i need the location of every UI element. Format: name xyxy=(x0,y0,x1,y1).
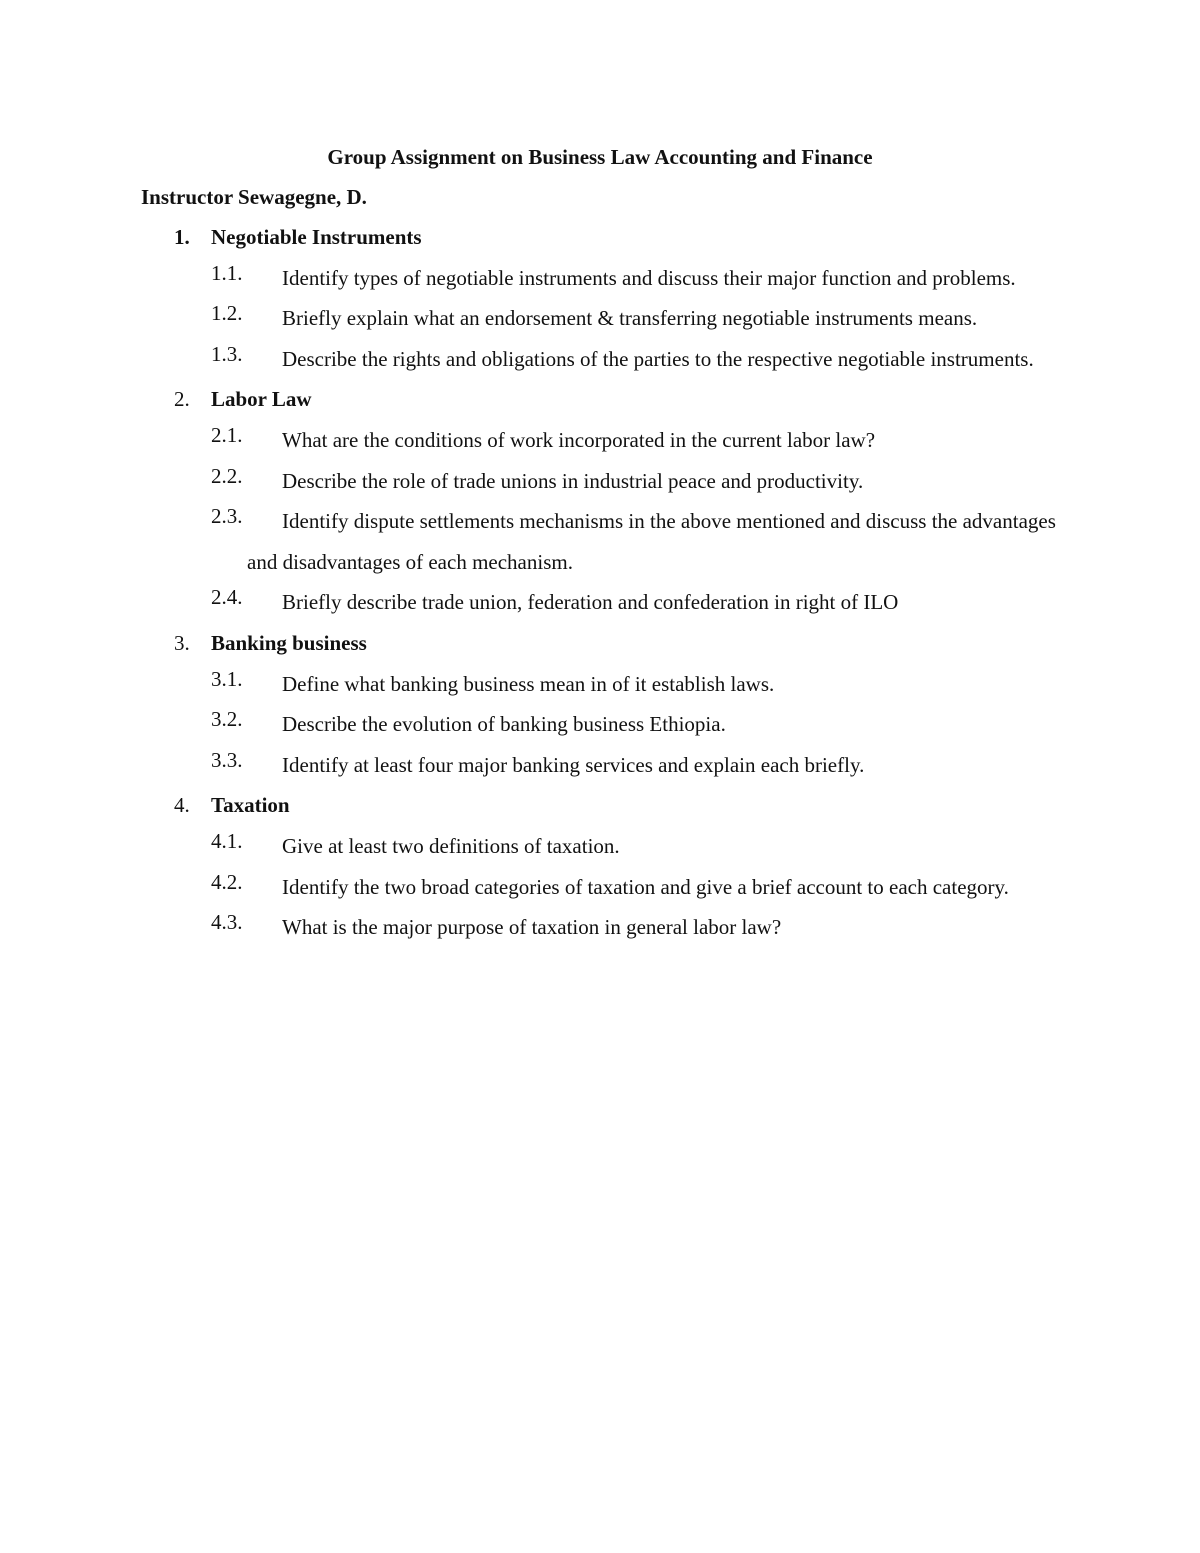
question-text: Give at least two definitions of taxation. xyxy=(282,833,620,858)
question-item xyxy=(0,907,1200,953)
question-item xyxy=(0,339,1200,385)
question-text: Identify the two broad categories of taxation and give a brief account to each category. xyxy=(282,874,1009,899)
question-item xyxy=(0,501,1200,587)
question-text: Identify dispute settlements mechanisms in the above mentioned and discuss the advantages and disadvantages of each mechanism. xyxy=(247,509,1056,574)
instructor-line: Instructor Sewagegne, D. xyxy=(141,185,367,209)
section-title: Taxation xyxy=(211,793,290,818)
question-number: 2.3. xyxy=(211,504,243,529)
question-number: 2.4. xyxy=(211,585,243,610)
section-heading xyxy=(0,790,1200,831)
section-title: Negotiable Instruments xyxy=(211,225,422,249)
document-title: Group Assignment on Business Law Accounting and Finance xyxy=(327,145,873,169)
question-item xyxy=(0,298,1200,344)
question-text: Define what banking business mean in of it establish laws. xyxy=(282,671,775,696)
question-item xyxy=(0,664,1200,710)
question-item xyxy=(0,867,1200,913)
question-item xyxy=(0,258,1200,304)
section-number: 1. xyxy=(174,225,190,249)
question-number: 3.1. xyxy=(211,666,243,691)
question-number: 4.2. xyxy=(211,869,243,894)
question-item xyxy=(0,582,1200,628)
section-number: 2. xyxy=(174,387,190,412)
question-text: Describe the rights and obligations of the parties to the respective negotiable instruments. xyxy=(282,346,1034,371)
section-heading xyxy=(0,384,1200,425)
section-heading xyxy=(0,628,1200,669)
question-number: 4.3. xyxy=(211,910,243,935)
section-title: Banking business xyxy=(211,630,367,655)
question-text: Briefly explain what an endorsement & transferring negotiable instruments means. xyxy=(282,306,978,331)
question-number: 2.2. xyxy=(211,463,243,488)
question-item xyxy=(0,826,1200,872)
section-heading xyxy=(0,222,1200,263)
question-number: 3.3. xyxy=(211,747,243,772)
question-number: 2.1. xyxy=(211,422,243,447)
question-text: Identify at least four major banking services and explain each briefly. xyxy=(282,752,865,777)
question-text: Identify types of negotiable instruments and discuss their major function and problems. xyxy=(282,265,1016,290)
question-text: Briefly describe trade union, federation and confederation in right of ILO xyxy=(282,590,899,615)
section-number: 4. xyxy=(174,793,190,818)
question-list xyxy=(0,222,1200,953)
question-number: 1.3. xyxy=(211,341,243,366)
question-text: Describe the evolution of banking business Ethiopia. xyxy=(282,712,726,737)
question-number: 1.1. xyxy=(211,260,243,285)
question-text: What are the conditions of work incorporated in the current labor law? xyxy=(282,427,876,452)
section-number: 3. xyxy=(174,630,190,655)
question-item xyxy=(0,745,1200,791)
question-item xyxy=(0,420,1200,466)
question-number: 1.2. xyxy=(211,301,243,326)
question-number: 4.1. xyxy=(211,828,243,853)
question-item xyxy=(0,704,1200,750)
question-item xyxy=(0,461,1200,507)
question-number: 3.2. xyxy=(211,707,243,732)
section-title: Labor Law xyxy=(211,387,312,412)
question-text: What is the major purpose of taxation in general labor law? xyxy=(282,915,782,940)
question-text: Describe the role of trade unions in industrial peace and productivity. xyxy=(282,468,864,493)
